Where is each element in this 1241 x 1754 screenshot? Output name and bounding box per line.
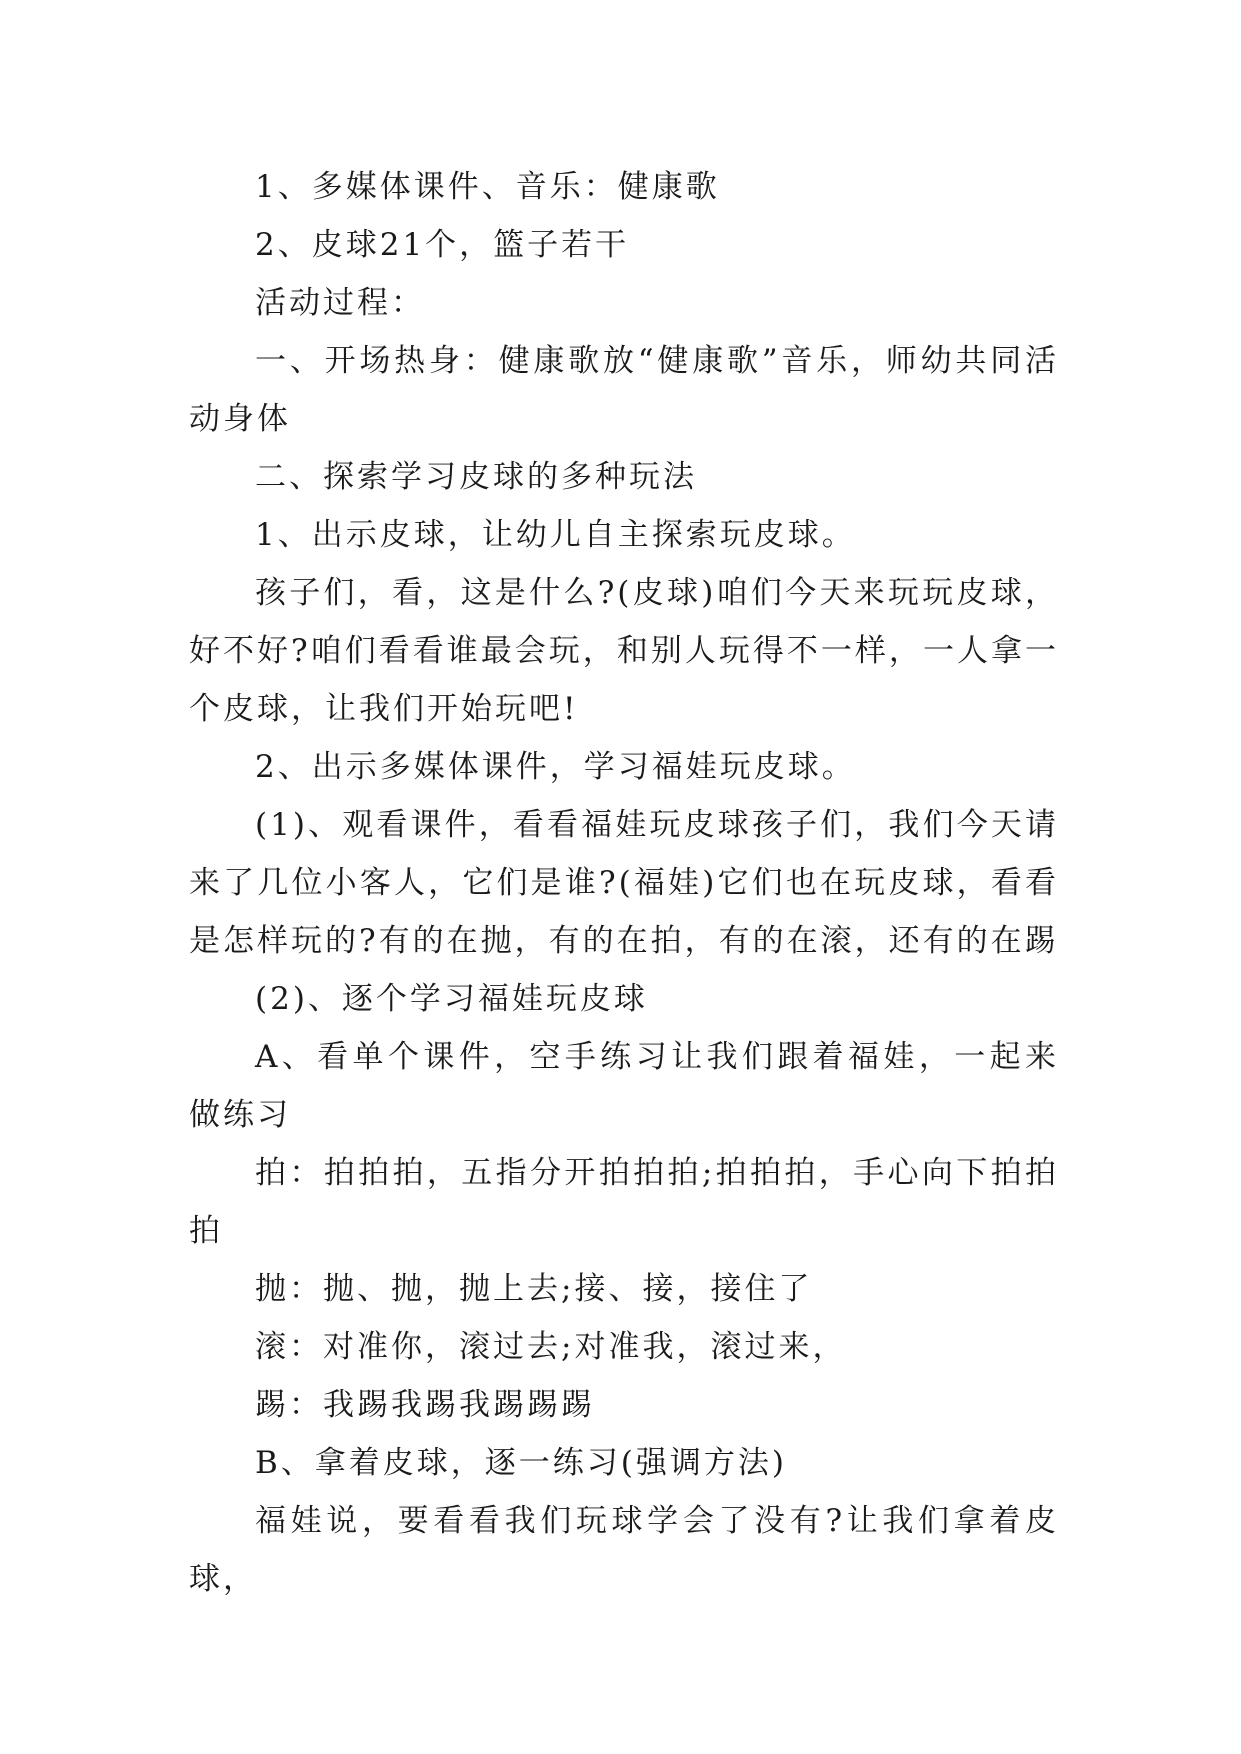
paragraph-step-2-2: (2)、逐个学习福娃玩皮球: [255, 981, 648, 1017]
paragraph-materials-1: 1、多媒体课件、音乐：健康歌: [255, 169, 720, 205]
paragraph-pat: 拍：拍拍拍，五指分开拍拍拍;拍拍拍，手心向下拍拍拍: [189, 1155, 1059, 1249]
paragraph-process-heading: 活动过程：: [255, 285, 425, 321]
paragraph-step-1-detail: 孩子们，看，这是什么?(皮球)咱们今天来玩玩皮球，好不好?咱们看看谁最会玩，和别人玩得不一样，一人拿一个皮球，让我们开始玩吧!: [189, 575, 1059, 727]
paragraph-step-a: A、看单个课件，空手练习让我们跟着福娃，一起来做练习: [189, 1039, 1059, 1133]
paragraph-materials-2: 2、皮球21个，篮子若干: [255, 227, 630, 263]
paragraph-fuwa-says: 福娃说，要看看我们玩球学会了没有?让我们拿着皮球，: [189, 1503, 1059, 1597]
paragraph-explore-heading: 二、探索学习皮球的多种玩法: [255, 459, 697, 495]
paragraph-step-1: 1、出示皮球，让幼儿自主探索玩皮球。: [255, 517, 856, 553]
paragraph-warmup: 一、开场热身：健康歌放“健康歌”音乐，师幼共同活动身体: [189, 343, 1059, 437]
paragraph-roll: 滚：对准你，滚过去;对准我，滚过来，: [255, 1329, 847, 1365]
paragraph-step-2: 2、出示多媒体课件，学习福娃玩皮球。: [255, 749, 856, 785]
paragraph-throw: 抛：抛、抛，抛上去;接、接，接住了: [255, 1271, 813, 1307]
paragraph-step-2-1: (1)、观看课件，看看福娃玩皮球孩子们，我们今天请来了几位小客人，它们是谁?(福娃)它们也在玩皮球，看看是怎样玩的?有的在抛，有的在拍，有的在滚，还有的在踢: [189, 807, 1059, 959]
document-body: [189, 158, 1059, 1608]
paragraph-step-b: B、拿着皮球，逐一练习(强调方法): [255, 1445, 787, 1481]
paragraph-kick: 踢：我踢我踢我踢踢踢: [255, 1387, 595, 1423]
